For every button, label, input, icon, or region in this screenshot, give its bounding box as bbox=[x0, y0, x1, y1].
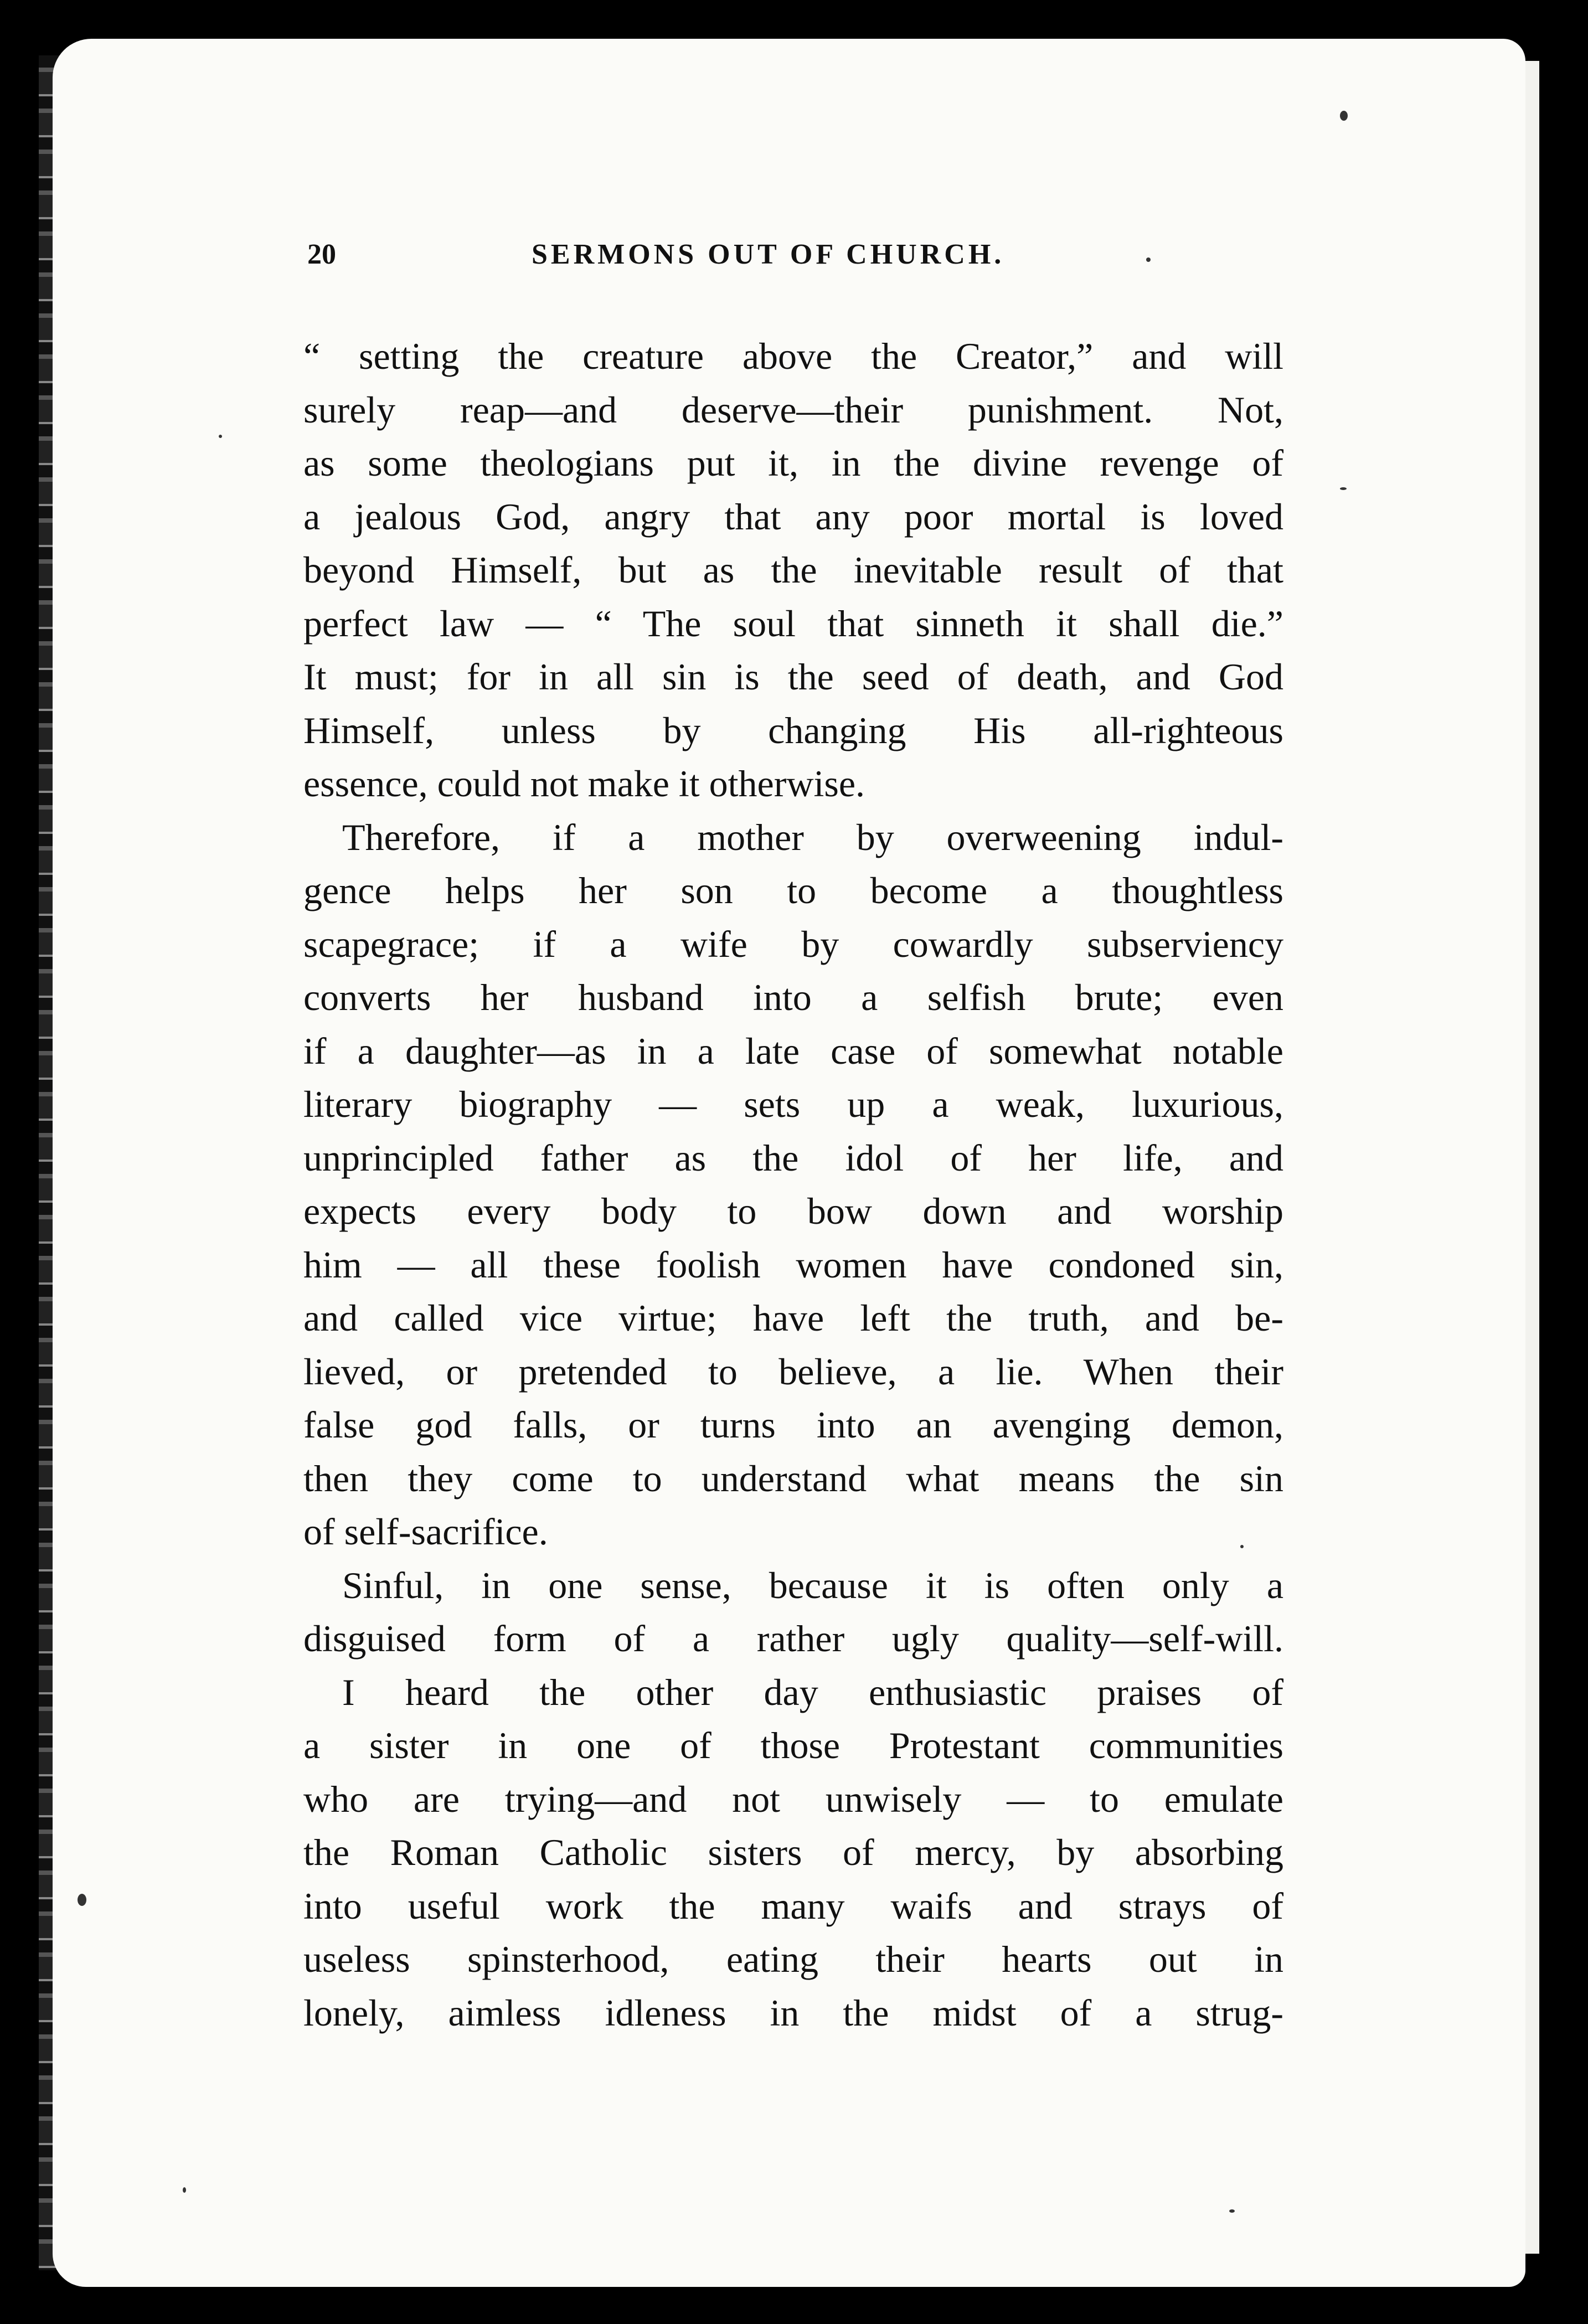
text-line: into useful work the many waifs and strays of bbox=[303, 1884, 1283, 1927]
text-line: then they come to understand what means the sin bbox=[303, 1457, 1283, 1499]
text-line: unprincipled father as the idol of her life, and bbox=[303, 1136, 1283, 1179]
text-line: the Roman Catholic sisters of mercy, by absorbing bbox=[303, 1831, 1283, 1873]
text-line: Sinful, in one sense, because it is often only a bbox=[342, 1564, 1283, 1606]
text-line: expects every body to bow down and worship bbox=[303, 1190, 1283, 1232]
text-line: as some theologians put it, in the divine revenge of bbox=[303, 442, 1283, 484]
page-right-edge bbox=[1525, 61, 1539, 2254]
text-line: disguised form of a rather ugly quality—self-will. bbox=[303, 1617, 1283, 1660]
text-line: “ setting the creature above the Creator,” and will bbox=[303, 335, 1283, 377]
scan-speck bbox=[1229, 2209, 1235, 2213]
text-line: false god falls, or turns into an avenging demon, bbox=[303, 1404, 1283, 1446]
text-line: him — all these foolish women have condoned sin, bbox=[303, 1243, 1283, 1286]
text-line: perfect law — “ The soul that sinneth it shall die.” bbox=[303, 602, 1283, 645]
text-line: essence, could not make it otherwise. bbox=[303, 762, 865, 805]
scan-speck bbox=[1340, 111, 1348, 121]
text-line: of self-sacrifice. bbox=[303, 1511, 548, 1553]
text-line: beyond Himself, but as the inevitable result of that bbox=[303, 549, 1283, 591]
scan-speck bbox=[219, 435, 222, 438]
text-line: a sister in one of those Protestant communities bbox=[303, 1724, 1283, 1766]
text-line: converts her husband into a selfish brute; even bbox=[303, 976, 1283, 1018]
scan-speck bbox=[1146, 257, 1151, 262]
text-line: Himself, unless by changing His all-righteous bbox=[303, 709, 1283, 751]
text-line: surely reap—and deserve—their punishment. Not, bbox=[303, 388, 1283, 431]
text-line: useless spinsterhood, eating their hearts out in bbox=[303, 1938, 1283, 1980]
text-line: I heard the other day enthusiastic praises of bbox=[342, 1671, 1283, 1713]
scan-speck bbox=[183, 2187, 186, 2193]
text-line: who are trying—and not unwisely — to emulate bbox=[303, 1777, 1283, 1820]
text-line: It must; for in all sin is the seed of death, and God bbox=[303, 656, 1283, 698]
running-head: SERMONS OUT OF CHURCH. bbox=[532, 239, 1005, 270]
text-line: lonely, aimless idleness in the midst of a strug- bbox=[303, 1991, 1283, 2034]
text-line: if a daughter—as in a late case of somewhat notable bbox=[303, 1029, 1283, 1072]
page-number: 20 bbox=[307, 239, 336, 270]
scan-speck bbox=[78, 1894, 86, 1906]
text-line: and called vice virtue; have left the truth, and be- bbox=[303, 1297, 1283, 1339]
text-line: scapegrace; if a wife by cowardly subserviency bbox=[303, 923, 1283, 965]
body-text bbox=[303, 329, 1283, 2039]
text-line: Therefore, if a mother by overweening indul- bbox=[342, 816, 1283, 858]
text-line: literary biography — sets up a weak, luxurious, bbox=[303, 1083, 1283, 1125]
text-line: gence helps her son to become a thoughtless bbox=[303, 869, 1283, 911]
text-line: a jealous God, angry that any poor mortal is loved bbox=[303, 495, 1283, 538]
scan-speck bbox=[1340, 487, 1347, 490]
text-line: lieved, or pretended to believe, a lie. When their bbox=[303, 1350, 1283, 1393]
page-header bbox=[307, 238, 1321, 282]
scan-speck bbox=[1240, 1545, 1244, 1548]
